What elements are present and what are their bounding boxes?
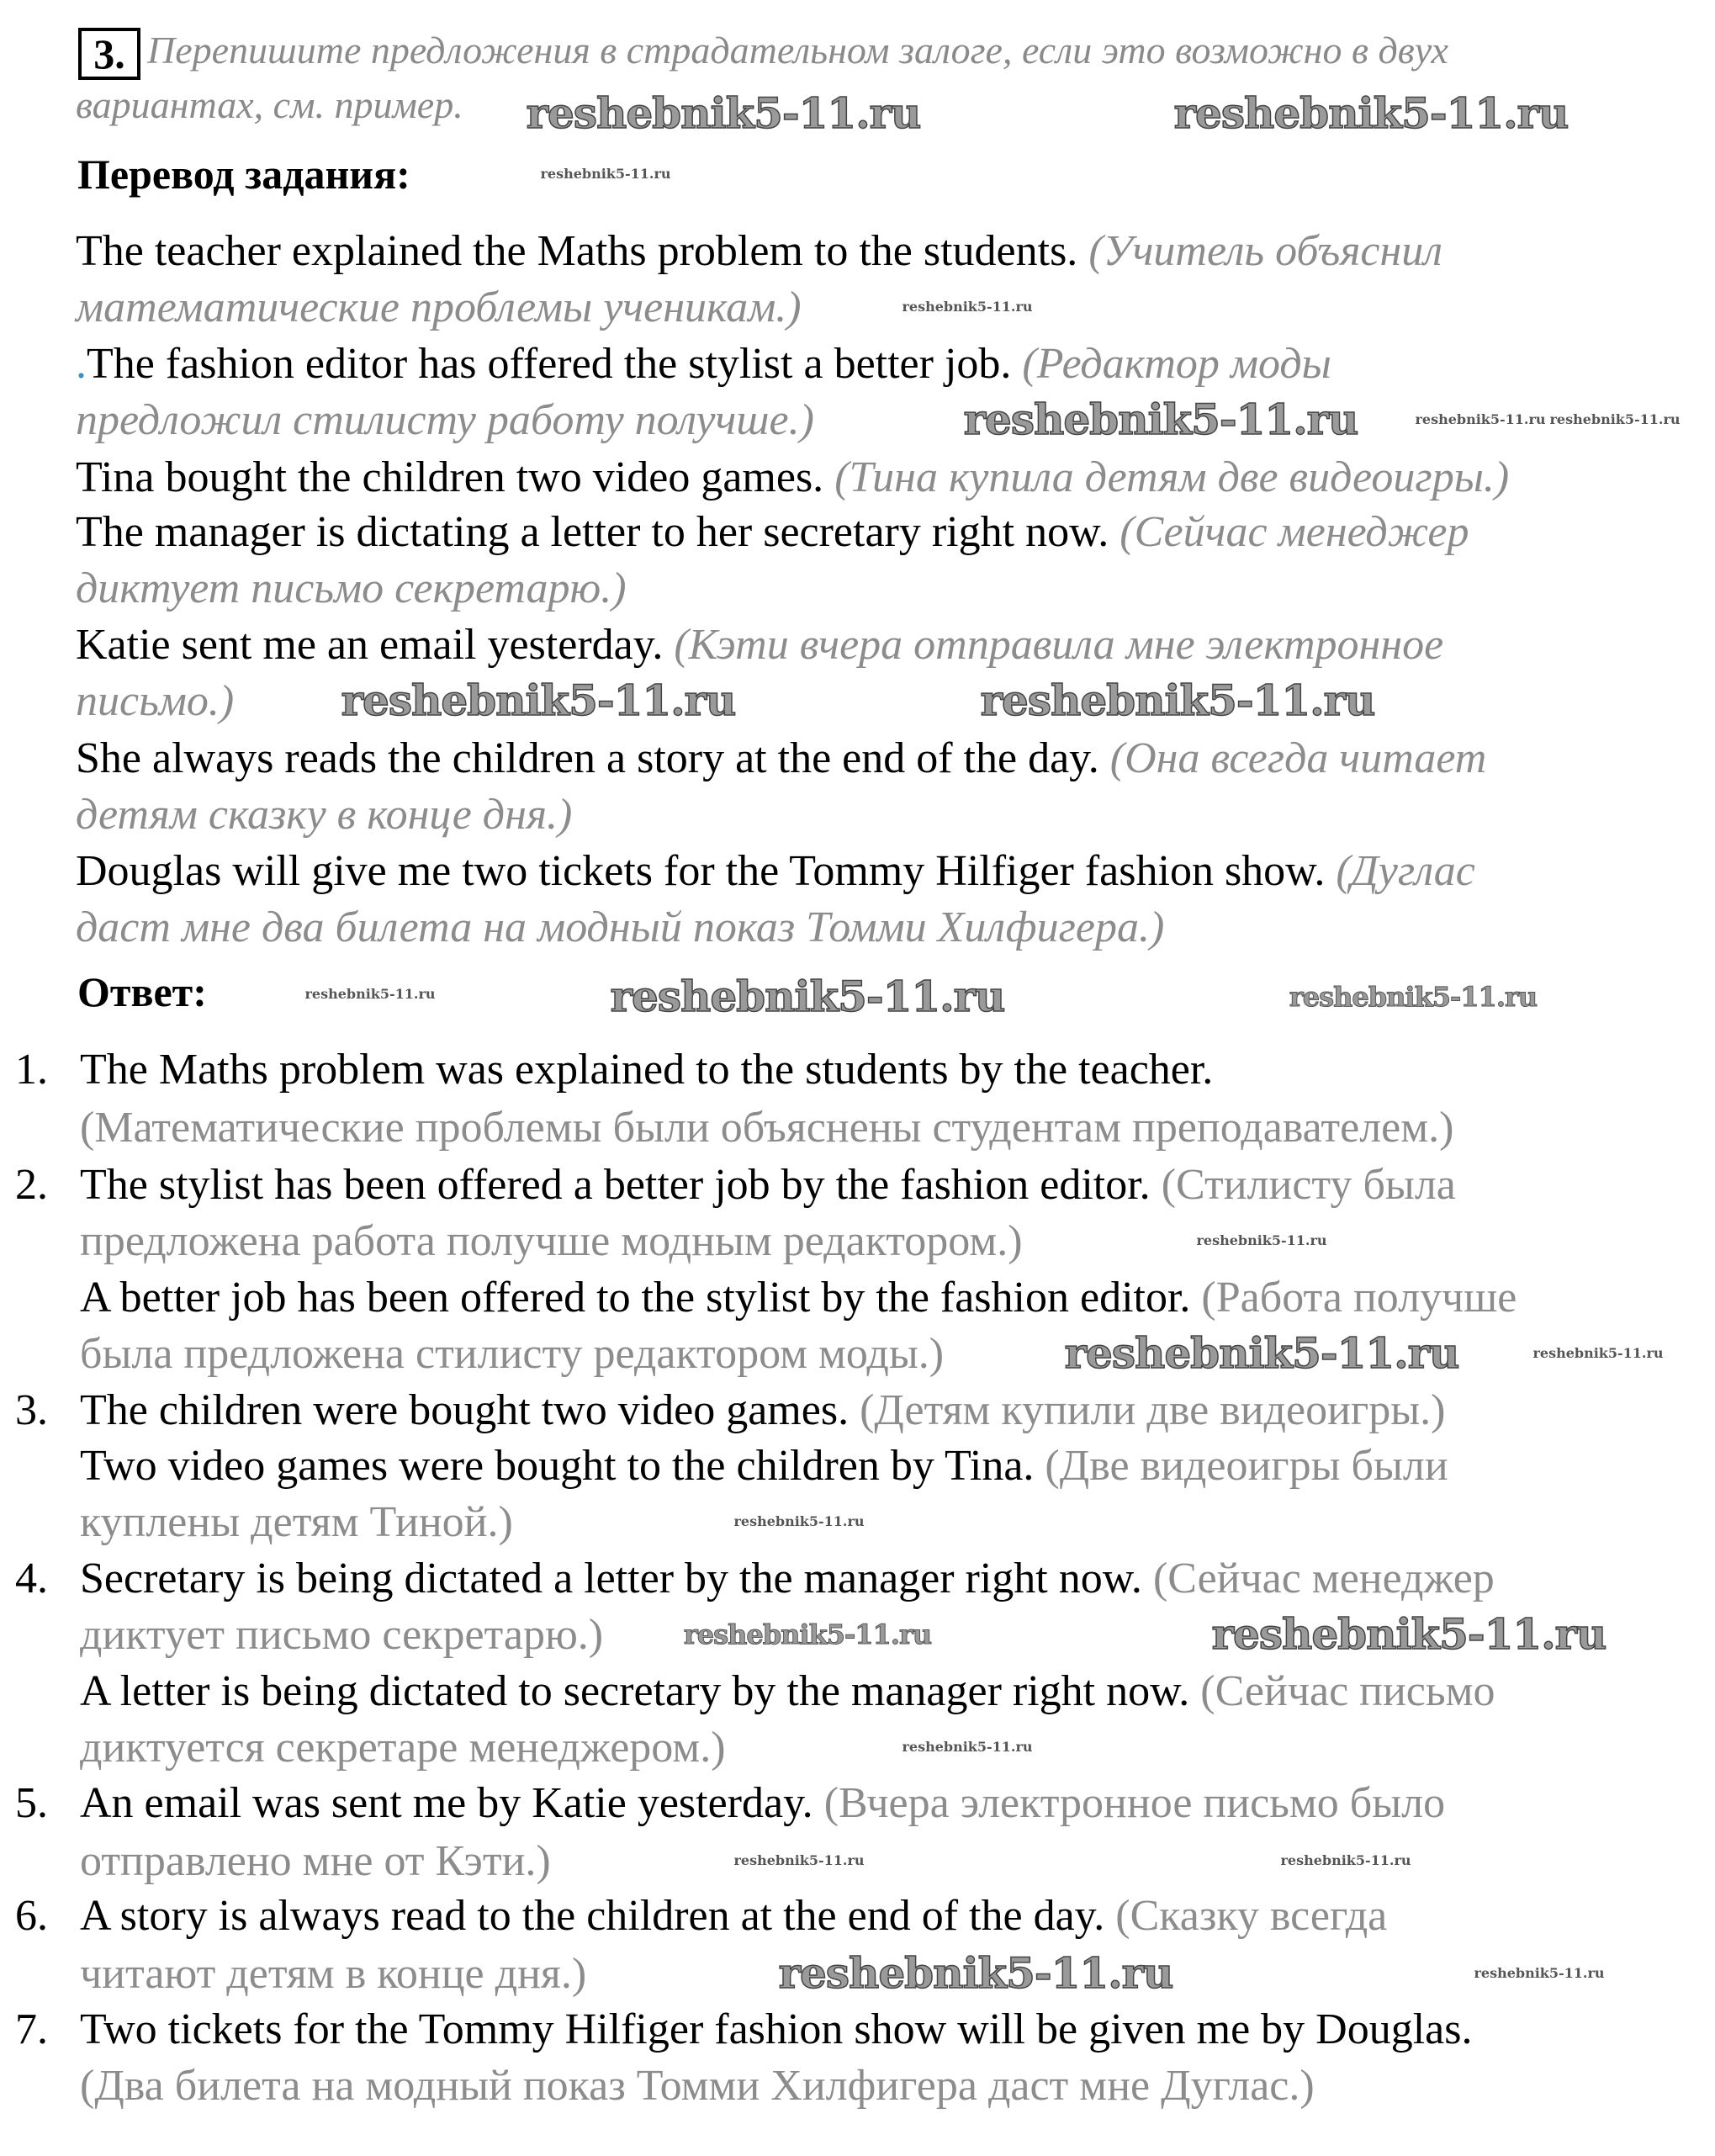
russian-translation: даст мне два билета на модный показ Томми Хилфигера.) bbox=[76, 903, 1165, 951]
answer-line bbox=[80, 1719, 726, 1776]
english-sentence: Katie sent me an email yesterday. bbox=[76, 621, 675, 669]
task-line bbox=[76, 449, 1509, 506]
task-line bbox=[76, 279, 802, 336]
answer-line bbox=[80, 1269, 1517, 1326]
russian-translation: (Дуглас bbox=[1336, 847, 1475, 895]
english-answer: An email was sent me by Katie yesterday. bbox=[80, 1779, 824, 1827]
russian-translation: (Сейчас менеджер bbox=[1120, 508, 1469, 556]
watermark: reshebnik5-11.ru bbox=[1196, 1232, 1327, 1248]
answer-line bbox=[80, 1099, 1453, 1156]
english-sentence: The fashion editor has offered the stylist a better job. bbox=[87, 340, 1023, 388]
watermark: reshebnik5-11.ru bbox=[1211, 1609, 1606, 1659]
watermark: reshebnik5-11.ru bbox=[902, 1739, 1033, 1755]
task-line bbox=[76, 392, 814, 448]
russian-translation: математические проблемы ученикам.) bbox=[76, 283, 802, 331]
answer-number: 3. bbox=[15, 1386, 48, 1434]
russian-translation: (Кэти вчера отправила мне электронное bbox=[674, 621, 1444, 669]
english-answer: The Maths problem was explained to the students by the teacher. bbox=[80, 1046, 1214, 1094]
answer-line bbox=[80, 1775, 1445, 1831]
english-answer: Two video games were bought to the children by Tina. bbox=[80, 1442, 1045, 1490]
russian-translation: (Учитель объяснил bbox=[1088, 227, 1442, 275]
answer-line bbox=[80, 1494, 513, 1550]
watermark: reshebnik5-11.ru bbox=[778, 1948, 1173, 1998]
english-answer: Secretary is being dictated a letter by the manager right now. bbox=[80, 1555, 1153, 1602]
task-line bbox=[76, 843, 1475, 899]
english-sentence: The manager is dictating a letter to her secretary right now. bbox=[76, 508, 1120, 556]
russian-translation: (Работа получше bbox=[1201, 1274, 1517, 1322]
instruction-line-1: Перепишите предложения в страдательном залоге, если это возможно в двух bbox=[147, 29, 1448, 72]
russian-translation: читают детям в конце дня.) bbox=[80, 1950, 587, 1998]
watermark: reshebnik5-11.ru bbox=[304, 986, 436, 1002]
answer-line bbox=[80, 1326, 944, 1382]
russian-translation: предложена работа получше модным редактором.) bbox=[80, 1217, 1023, 1265]
answer-number: 7. bbox=[15, 2005, 48, 2053]
watermark: reshebnik5-11.ru bbox=[1289, 981, 1538, 1013]
answer-line bbox=[80, 1607, 603, 1663]
russian-translation: (Тина купила детям две видеоигры.) bbox=[834, 453, 1510, 501]
english-answer: Two tickets for the Tommy Hilfiger fashion show will be given me by Douglas. bbox=[80, 2005, 1473, 2053]
watermark: reshebnik5-11.ru bbox=[1474, 1965, 1605, 1981]
answer-line bbox=[80, 1663, 1495, 1719]
leading-dot: . bbox=[76, 340, 87, 388]
watermark: reshebnik5-11.ru bbox=[540, 166, 671, 182]
answer-number: 2. bbox=[15, 1161, 48, 1209]
russian-translation: (Сейчас менеджер bbox=[1152, 1555, 1495, 1602]
russian-translation: диктует письмо секретарю.) bbox=[80, 1611, 604, 1659]
russian-translation: (Редактор моды bbox=[1022, 340, 1331, 388]
russian-translation: (Сказку всегда bbox=[1115, 1892, 1388, 1940]
watermark: reshebnik5-11.ru bbox=[1415, 411, 1546, 427]
answer-line bbox=[80, 1888, 1387, 1944]
answer-line bbox=[80, 1438, 1448, 1494]
russian-translation: (Стилисту была bbox=[1161, 1161, 1456, 1209]
answer-number: 4. bbox=[15, 1555, 48, 1602]
russian-translation: (Она всегда читает bbox=[1109, 734, 1487, 782]
task-line bbox=[76, 223, 1442, 279]
watermark: reshebnik5-11.ru bbox=[980, 675, 1375, 725]
russian-translation: отправлено мне от Кэти.) bbox=[80, 1837, 551, 1885]
russian-translation: диктует письмо секретарю.) bbox=[76, 564, 627, 612]
answer-line bbox=[80, 1946, 586, 2002]
english-answer: A better job has been offered to the stylist by the fashion editor. bbox=[80, 1274, 1202, 1322]
answer-number: 1. bbox=[15, 1046, 48, 1094]
russian-translation: письмо.) bbox=[76, 677, 235, 725]
watermark: reshebnik5-11.ru bbox=[610, 972, 1005, 1021]
russian-translation: предложил стилисту работу получше.) bbox=[76, 396, 814, 444]
watermark: reshebnik5-11.ru bbox=[963, 395, 1358, 444]
answer-heading: Ответ: bbox=[77, 968, 207, 1015]
watermark: reshebnik5-11.ru bbox=[341, 675, 736, 725]
watermark: reshebnik5-11.ru bbox=[1173, 88, 1569, 138]
answer-line bbox=[80, 1213, 1023, 1269]
russian-translation: (Два билета на модный показ Томми Хилфигера даст мне Дуглас.) bbox=[80, 2062, 1315, 2110]
russian-translation: (Две видеоигры были bbox=[1045, 1442, 1448, 1490]
english-sentence: She always reads the children a story at the end of the day. bbox=[76, 734, 1110, 782]
task-line bbox=[76, 730, 1486, 787]
answer-line bbox=[80, 1833, 551, 1889]
task-line bbox=[76, 899, 1164, 956]
task-line bbox=[76, 787, 572, 843]
watermark: reshebnik5-11.ru bbox=[902, 299, 1033, 315]
task-line bbox=[76, 673, 234, 729]
russian-translation: диктуется секретаре менеджером.) bbox=[80, 1724, 726, 1772]
task-line bbox=[76, 336, 1331, 392]
english-answer: A letter is being dictated to secretary by the manager right now. bbox=[80, 1667, 1201, 1715]
answer-line bbox=[80, 1550, 1495, 1607]
watermark: reshebnik5-11.ru bbox=[733, 1513, 865, 1529]
translation-heading: Перевод задания: bbox=[77, 151, 410, 198]
instruction-line-2: вариантах, см. пример. bbox=[76, 83, 463, 126]
task-line bbox=[76, 560, 627, 617]
task-line bbox=[76, 504, 1469, 560]
russian-translation: куплены детям Тиной.) bbox=[80, 1498, 513, 1546]
watermark: reshebnik5-11.ru bbox=[1549, 411, 1681, 427]
watermark: reshebnik5-11.ru bbox=[683, 1618, 932, 1650]
watermark: reshebnik5-11.ru bbox=[526, 88, 921, 138]
answer-number: 5. bbox=[15, 1779, 48, 1827]
english-answer: The children were bought two video games. bbox=[80, 1386, 860, 1434]
english-sentence: Tina bought the children two video games. bbox=[76, 453, 835, 501]
russian-translation: (Вчера электронное письмо было bbox=[823, 1779, 1446, 1827]
exercise-number: 3. bbox=[78, 28, 140, 80]
watermark: reshebnik5-11.ru bbox=[1064, 1328, 1459, 1378]
english-sentence: Douglas will give me two tickets for the Tommy Hilfiger fashion show. bbox=[76, 847, 1337, 895]
answer-line bbox=[80, 2058, 1315, 2114]
watermark: reshebnik5-11.ru bbox=[733, 1852, 865, 1868]
watermark: reshebnik5-11.ru bbox=[1532, 1345, 1664, 1361]
english-sentence: The teacher explained the Maths problem to the students. bbox=[76, 227, 1089, 275]
task-line bbox=[76, 617, 1443, 673]
answer-line bbox=[80, 1041, 1213, 1098]
english-answer: A story is always read to the children at the end of the day. bbox=[80, 1892, 1116, 1940]
answer-line bbox=[80, 1157, 1456, 1213]
answer-line bbox=[80, 1382, 1446, 1438]
russian-translation: (Сейчас письмо bbox=[1200, 1667, 1495, 1715]
russian-translation: (Математические проблемы были объяснены студентам преподавателем.) bbox=[80, 1104, 1454, 1152]
russian-translation: (Детям купили две видеоигры.) bbox=[860, 1386, 1446, 1434]
russian-translation: детям сказку в конце дня.) bbox=[76, 791, 573, 839]
english-answer: The stylist has been offered a better job by the fashion editor. bbox=[80, 1161, 1162, 1209]
answer-number: 6. bbox=[15, 1892, 48, 1940]
watermark: reshebnik5-11.ru bbox=[1280, 1852, 1411, 1868]
russian-translation: была предложена стилисту редактором моды.) bbox=[80, 1330, 945, 1378]
answer-line bbox=[80, 2001, 1473, 2058]
